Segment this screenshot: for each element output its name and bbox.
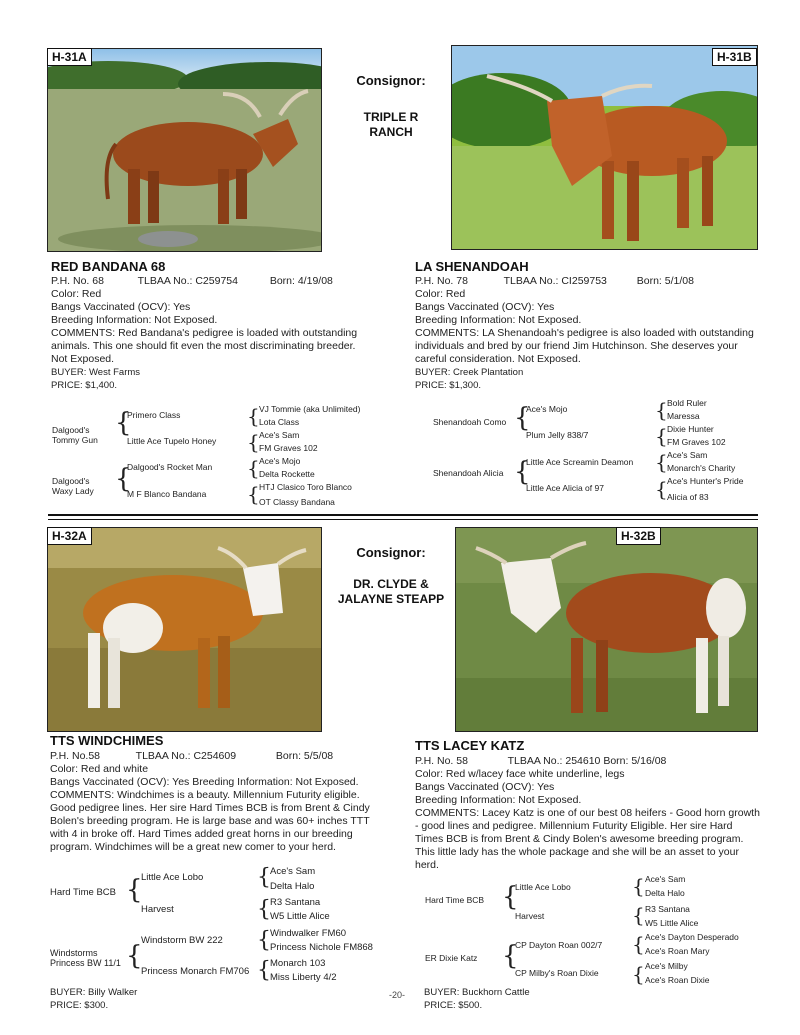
price: PRICE: $500. xyxy=(424,1000,483,1011)
birth-date: Born: 5/5/08 xyxy=(275,750,334,762)
ph-number: P.H. No. 68 xyxy=(51,275,104,287)
ph-number: P.H. No. 78 xyxy=(415,275,468,287)
bangs-vaccinated: Bangs Vaccinated (OCV): Yes Breeding Information: Not Exposed. xyxy=(50,776,359,788)
animal-name: TTS LACEY KATZ xyxy=(415,738,525,753)
pedigree-dss: Windwalker FM60 xyxy=(270,928,347,939)
pedigree-dam-dam: M F Blanco Bandana xyxy=(127,489,207,499)
pedigree-brace: { xyxy=(115,408,132,438)
pedigree-dam-dam: Princess Monarch FM706 xyxy=(141,966,250,977)
pedigree-brace: { xyxy=(502,882,519,912)
pedigree-brace: { xyxy=(247,456,260,480)
comments: COMMENTS: Red Bandana's pedigree is loaded with outstanding animals. This one should fit even the most discriminating breeder. Not Exposed. xyxy=(51,327,358,365)
buyer: BUYER: Billy Walker xyxy=(50,987,138,998)
ph-number: P.H. No.58 xyxy=(50,750,101,762)
pedigree-brace: { xyxy=(632,962,645,986)
pedigree-dsd: Delta Rockette xyxy=(259,469,315,479)
pedigree-dss: Ace's Dayton Desperado xyxy=(645,932,739,942)
pedigree-ddd: Miss Liberty 4/2 xyxy=(270,972,337,983)
pedigree-brace: { xyxy=(247,430,260,454)
section-divider xyxy=(48,514,758,516)
section-divider xyxy=(48,519,758,520)
comments: COMMENTS: Windchimes is a beauty. Millennium Futurity eligible. Good pedigree lines. Her sire Hard Times BCB is from Brent & Cindy Bolen's breeding program. He is large base and was 60+ inches TTT with 4 in broke off. Hard Times added great horns in our breeding program. Windchimes will be a great new comer to your herd. xyxy=(50,789,370,853)
pedigree-brace: { xyxy=(257,958,271,983)
buyer: BUYER: West Farms xyxy=(51,367,141,378)
pedigree-brace: { xyxy=(257,865,271,890)
consignor-name-line2: RANCH xyxy=(369,125,413,139)
pedigree-brace: { xyxy=(632,932,645,956)
price: PRICE: $300. xyxy=(50,1000,109,1011)
consignor-label: Consignor: xyxy=(356,73,426,88)
pedigree-brace: { xyxy=(514,403,531,433)
pedigree-brace: { xyxy=(655,477,668,501)
pedigree-dam-sire: Dalgood's Rocket Man xyxy=(127,462,213,472)
color: Color: Red w/lacey face white underline, legs xyxy=(415,768,625,780)
pedigree-sds: R3 Santana xyxy=(270,897,321,908)
pedigree-sdd: FM Graves 102 xyxy=(667,437,726,447)
pedigree-dam: ER Dixie Katz xyxy=(425,953,478,963)
registration-line xyxy=(415,755,760,768)
consignor-name-line1: DR. CLYDE & xyxy=(353,577,429,591)
consignor-name-line1: TRIPLE R xyxy=(363,110,419,124)
animal-name: TTS WINDCHIMES xyxy=(50,733,164,748)
pedigree-sire-dam: Harvest xyxy=(515,911,545,921)
pedigree-sss: Bold Ruler xyxy=(667,398,707,408)
pedigree-sds: R3 Santana xyxy=(645,904,690,914)
animal-info xyxy=(50,750,385,854)
lot-badge: H-31A xyxy=(47,48,92,66)
pedigree-sdd: W5 Little Alice xyxy=(645,918,699,928)
pedigree-dam-dam: Little Ace Alicia of 97 xyxy=(526,483,604,493)
pedigree-ssd: Delta Halo xyxy=(270,881,315,892)
pedigree-brace: { xyxy=(126,875,143,905)
lot-badge: H-32A xyxy=(47,527,92,545)
pedigree-brace: { xyxy=(247,404,260,428)
pedigree-sire: Hard Time BCB xyxy=(50,887,116,898)
lot-badge: H-32B xyxy=(616,527,661,545)
pedigree-sire-dam: Plum Jelly 838/7 xyxy=(526,430,589,440)
pedigree-dam: Shenandoah Alicia xyxy=(433,468,504,478)
pedigree-sds: Dixie Hunter xyxy=(667,424,714,434)
color: Color: Red and white xyxy=(50,763,149,775)
color: Color: Red xyxy=(51,288,102,300)
pedigree-brace: { xyxy=(655,424,668,448)
pedigree-sire-dam: Harvest xyxy=(141,904,174,915)
registration-line xyxy=(51,275,366,288)
ph-number: P.H. No. 58 xyxy=(415,755,468,767)
pedigree-sire: Dalgood's Tommy Gun xyxy=(52,425,98,445)
pedigree-dds: Ace's Milby xyxy=(645,961,688,971)
pedigree-ddd: Ace's Roan Dixie xyxy=(645,975,710,985)
pedigree-brace: { xyxy=(632,903,645,927)
pedigree-brace: { xyxy=(115,464,132,494)
pedigree-brace: { xyxy=(257,897,271,922)
animal-info xyxy=(415,755,760,872)
sale-result xyxy=(50,986,137,1012)
pedigree-sire-sire: Ace's Mojo xyxy=(526,404,568,414)
pedigree-sdd: W5 Little Alice xyxy=(270,911,330,922)
pedigree-sire-sire: Primero Class xyxy=(127,410,181,420)
pedigree-sdd: FM Graves 102 xyxy=(259,443,318,453)
tlbaa-number: TLBAA No.: CI259753 xyxy=(503,275,607,287)
pedigree-brace: { xyxy=(502,941,519,971)
bangs-vaccinated: Bangs Vaccinated (OCV): Yes xyxy=(51,301,191,313)
pedigree-dss: Ace's Mojo xyxy=(259,456,301,466)
pedigree-brace: { xyxy=(247,482,260,506)
cattle-photo-h31a xyxy=(47,48,322,252)
pedigree-ssd: Lota Class xyxy=(259,417,300,427)
bangs-vaccinated: Bangs Vaccinated (OCV): Yes xyxy=(415,781,555,793)
comments: COMMENTS: Lacey Katz is one of our best 08 heifers - Good horn growth - good lines and pedigree. Millennium Futurity Eligible. Her sire Hard Times BCB is from Brent & Cindy Bolen's awesome breeding program. This little lady has the whole package and she will be an asset to your herd. xyxy=(415,807,760,871)
pedigree-ddd: OT Classy Bandana xyxy=(259,497,335,507)
pedigree-dam-dam: CP Milby's Roan Dixie xyxy=(515,968,599,978)
pedigree-sds: Ace's Sam xyxy=(259,430,300,440)
pedigree-ssd: Maressa xyxy=(667,411,700,421)
tlbaa-number: TLBAA No.: C254609 xyxy=(135,750,237,762)
pedigree-dam-sire: CP Dayton Roan 002/7 xyxy=(515,940,603,950)
buyer: BUYER: Creek Plantation xyxy=(415,367,524,378)
pedigree-dds: Ace's Hunter's Pride xyxy=(667,476,744,486)
cattle-photo-h32b xyxy=(455,527,758,732)
pedigree-dsd: Princess Nichole FM868 xyxy=(270,942,373,953)
pedigree-sire-sire: Little Ace Lobo xyxy=(515,882,571,892)
birth-date: Born: 5/1/08 xyxy=(636,275,694,287)
animal-name: RED BANDANA 68 xyxy=(51,259,166,274)
pedigree-brace: { xyxy=(655,398,668,422)
pedigree-sire-dam: Little Ace Tupelo Honey xyxy=(127,436,217,446)
animal-name: LA SHENANDOAH xyxy=(415,259,529,274)
consignor-name xyxy=(330,110,452,140)
pedigree-ddd: Alicia of 83 xyxy=(667,492,709,502)
cattle-photo-h31b xyxy=(451,45,758,250)
pedigree-dds: HTJ Clasico Toro Blanco xyxy=(259,482,352,492)
consignor-name xyxy=(322,577,460,607)
pedigree-dss: Ace's Sam xyxy=(667,450,708,460)
pedigree-sire: Hard Time BCB xyxy=(425,895,485,905)
consignor-label: Consignor: xyxy=(356,545,426,560)
animal-info xyxy=(51,275,366,392)
cattle-photo-h32a xyxy=(47,527,322,732)
pedigree-dsd: Monarch's Charity xyxy=(667,463,736,473)
pedigree-brace: { xyxy=(257,928,271,953)
pedigree-dam: Dalgood's Waxy Lady xyxy=(52,476,94,496)
sale-result xyxy=(424,986,530,1012)
registration-line xyxy=(50,750,385,763)
price: PRICE: $1,300. xyxy=(415,380,482,391)
birth-date: Born: 5/16/08 xyxy=(603,755,667,767)
bangs-vaccinated: Bangs Vaccinated (OCV): Yes xyxy=(415,301,555,313)
pedigree-dsd: Ace's Roan Mary xyxy=(645,946,710,956)
pedigree-dam-sire: Windstorm BW 222 xyxy=(141,935,223,946)
lot-badge: H-31B xyxy=(712,48,757,66)
tlbaa-number: TLBAA No.: C259754 xyxy=(137,275,238,287)
birth-date: Born: 4/19/08 xyxy=(269,275,333,287)
registration-line xyxy=(415,275,760,288)
animal-info xyxy=(415,275,760,392)
pedigree-sss: Ace's Sam xyxy=(270,866,316,877)
color: Color: Red xyxy=(415,288,466,300)
pedigree-brace: { xyxy=(514,457,531,487)
pedigree-brace: { xyxy=(126,941,143,971)
pedigree-dds: Monarch 103 xyxy=(270,958,326,969)
pedigree-dam-sire: Little Ace Screamin Deamon xyxy=(526,457,634,467)
page-number: -20- xyxy=(389,990,406,1000)
buyer: BUYER: Buckhorn Cattle xyxy=(424,987,530,998)
pedigree-brace: { xyxy=(632,874,645,898)
pedigree-sire: Shenandoah Como xyxy=(433,417,507,427)
pedigree-sss: VJ Tommie (aka Unlimited) xyxy=(259,404,361,414)
pedigree-dam: Windstorms Princess BW 11/1 xyxy=(50,948,121,968)
pedigree-sire-sire: Little Ace Lobo xyxy=(141,872,204,883)
tlbaa-number: TLBAA No.: 254610 xyxy=(507,755,601,767)
breeding-info: Breeding Information: Not Exposed. xyxy=(51,314,218,326)
consignor-name-line2: JALAYNE STEAPP xyxy=(337,592,445,606)
pedigree-ssd: Delta Halo xyxy=(645,888,685,898)
price: PRICE: $1,400. xyxy=(51,380,118,391)
breeding-info: Breeding Information: Not Exposed. xyxy=(415,794,582,806)
breeding-info: Breeding Information: Not Exposed. xyxy=(415,314,582,326)
pedigree-sss: Ace's Sam xyxy=(645,874,686,884)
pedigree-brace: { xyxy=(655,450,668,474)
comments: COMMENTS: LA Shenandoah's pedigree is also loaded with outstanding individuals and bred by our friend Jim Hutchinson. She deserves your careful consideration. Not Exposed. xyxy=(415,327,754,365)
